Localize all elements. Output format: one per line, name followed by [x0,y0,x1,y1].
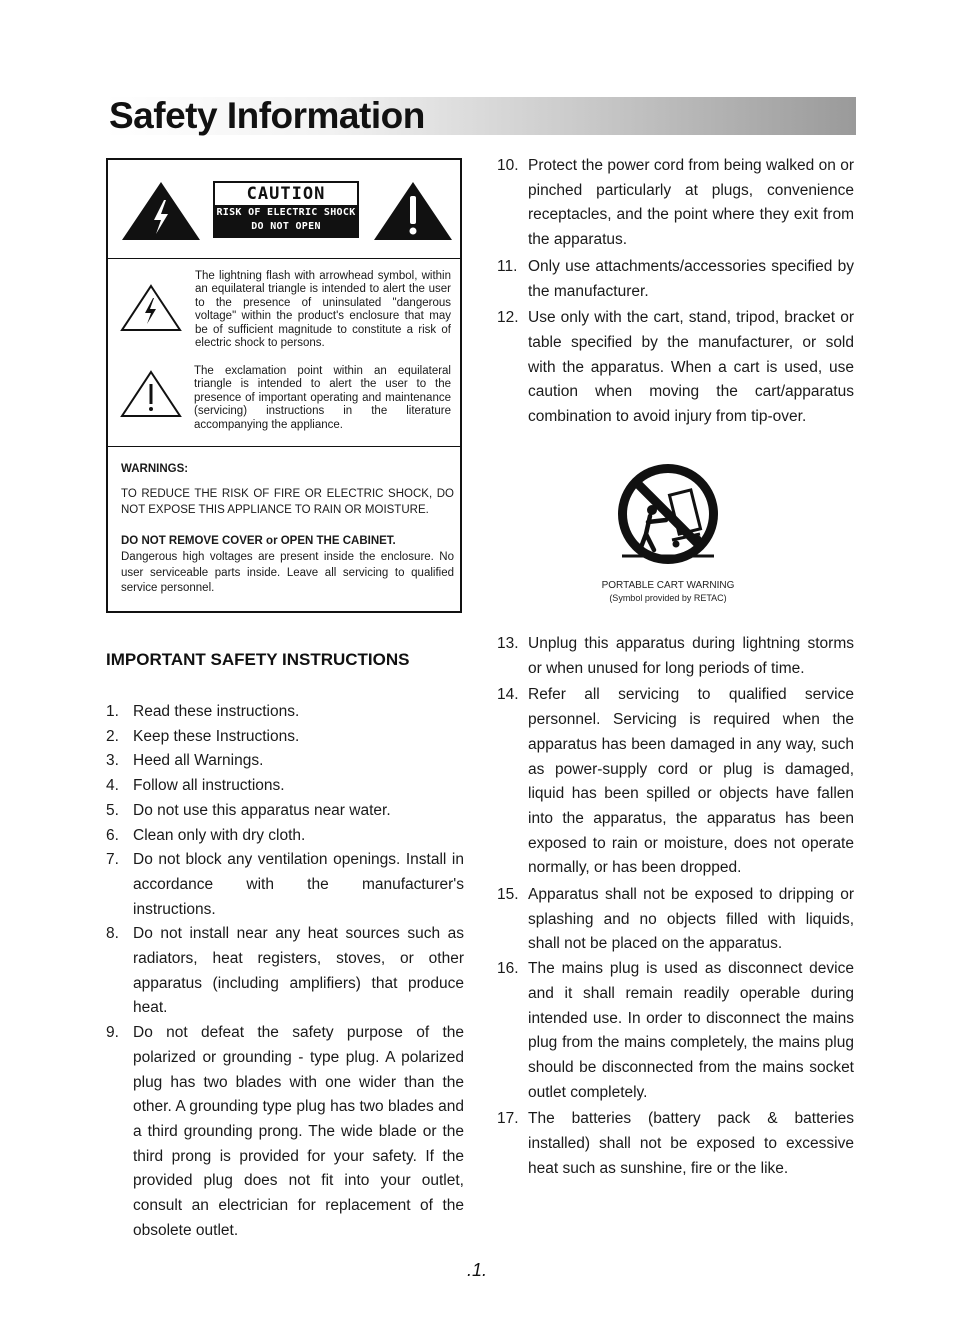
caution-sub-line1: RISK OF ELECTRIC SHOCK [216,207,356,218]
item-text: Heed all Warnings. [133,752,264,770]
item-number: 8. [106,925,119,943]
page-number: .1. [466,1260,487,1280]
item-text: The mains plug is used as disconnect device and it shall remain readily operable during intended use. In order to disconnect the mains plug from the mains completely, the mains plug should be disconnected from the mains socket outlet completely. [528,960,854,1101]
item-number: 10. [497,157,519,174]
caution-sub-line2: DO NOT OPEN [251,221,321,232]
lightning-description: The lightning flash with arrowhead symbol, within an equilateral triangle is intended to alert the user to the presence of uninsulated "dangerous voltage" within the product's enclosure that may be of sufficient magnitude to constitute a risk of electric shock to persons. [195,270,451,350]
list-item [497,306,854,430]
item-number: 2. [106,727,119,745]
item-text: Do not block any ventilation openings. Install in accordance with the manufacturer's instructions. [133,851,464,918]
item-text: Unplug this apparatus during lightning storms or when unused for long periods of time. [528,635,854,677]
item-text: The batteries (battery pack & batteries installed) shall not be exposed to excessive heat such as sunshine, fire or the like. [528,1110,854,1177]
item-number: 4. [106,777,119,795]
warnings-heading: WARNINGS: [121,463,189,475]
list-item [106,700,464,725]
item-text: Do not use this apparatus near water. [133,801,391,819]
exclamation-outline-icon [120,370,182,418]
cart-caption-title: PORTABLE CART WARNING [601,580,735,591]
item-number: 17. [497,1110,519,1128]
caution-symbols-row [108,258,460,447]
list-item [106,725,464,750]
item-number: 7. [106,851,119,869]
caution-box [106,158,462,613]
item-number: 9. [106,1024,119,1042]
item-number: 6. [106,826,119,844]
warnings-row [108,447,460,612]
portable-cart-warning-icon [590,462,746,572]
caution-header-row [108,160,460,259]
item-text: Refer all servicing to qualified service personnel. Servicing is required when the apparatus has been damaged in any way, such as power-supply cord or plug is damaged, liquid has been spilled or objects have fallen into the apparatus, the apparatus has been exposed to rain or moisture, does not operate normally, or has been dropped. [528,686,854,877]
item-text: Protect the power cord from being walked on or pinched particularly at plugs, convenience receptacles, and the point where they exit from the apparatus. [528,157,854,249]
list-item [106,1021,464,1243]
page-title: Safety Information [109,95,425,136]
cover-text: Dangerous high voltages are present inside the enclosure. No user serviceable parts inside. Leave all servicing to qualified service personnel. [121,551,454,594]
item-text: Only use attachments/accessories specified by the manufacturer. [528,257,854,300]
cart-caption-credit: (Symbol provided by RETAC) [609,593,727,603]
item-number: 1. [106,703,119,720]
item-number: 16. [497,960,519,978]
list-item [106,774,464,799]
item-text: Follow all instructions. [133,777,285,795]
item-number: 15. [497,886,519,904]
list-item [497,632,854,681]
cover-heading: DO NOT REMOVE COVER or OPEN THE CABINET. [121,535,396,547]
cart-caption [568,580,768,604]
list-item [497,683,854,881]
item-text: Clean only with dry cloth. [133,826,306,844]
list-item [106,824,464,849]
item-number: 12. [497,309,519,327]
lightning-warning-icon [120,180,202,242]
item-number: 5. [106,801,119,819]
exclamation-warning-icon [372,180,454,242]
item-text: Do not install near any heat sources such as radiators, heat registers, stoves, or other apparatus (including amplifiers) that produce heat. [133,925,464,1017]
item-text: Read these instructions. [133,703,300,720]
right-instructions-list-bottom [497,632,854,1181]
list-item [497,957,854,1105]
item-number: 11. [497,257,518,275]
exclamation-description: The exclamation point within an equilateral triangle is intended to alert the user to the presence of important operating and maintenance (servicing) instructions in the literature accompanying the appliance. [194,365,451,431]
title-bar [105,97,856,135]
lightning-outline-icon [120,284,182,332]
list-item [497,154,854,253]
item-number: 3. [106,752,119,770]
item-text: Apparatus shall not be exposed to dripping or splashing and no objects filled with liquids, shall not be placed on the apparatus. [528,886,854,953]
warnings-text: TO REDUCE THE RISK OF FIRE OR ELECTRIC SHOCK, DO NOT EXPOSE THIS APPLIANCE TO RAIN OR MOISTURE. [121,488,454,516]
item-number: 14. [497,686,519,704]
list-item [106,922,464,1021]
item-text: Use only with the cart, stand, tripod, bracket or table specified by the manufacturer, or sold with the apparatus. When a cart is used, use caution when moving the cart/apparatus combination to avoid injury from tip-over. [528,309,854,426]
list-item [497,255,854,304]
list-item [497,883,854,957]
left-instructions-list [106,700,464,1243]
list-item [106,749,464,774]
item-text: Keep these Instructions. [133,727,300,745]
list-item [106,848,464,922]
list-item [106,799,464,824]
item-text: Do not defeat the safety purpose of the polarized or grounding - type plug. A polarized plug has two blades with one wider than the other. A grounding type plug has two blades and a third grounding prong. The wide blade or the third prong is provided for your safety. If the provided plug does not fit into your outlet, consult an electrician for replacement of the obsolete outlet. [133,1024,464,1239]
item-number: 13. [497,635,519,652]
caution-label [213,181,359,238]
list-item [497,1107,854,1181]
right-instructions-list-top [497,154,854,430]
caution-word: CAUTION [215,183,357,205]
instructions-heading: IMPORTANT SAFETY INSTRUCTIONS [106,650,410,669]
